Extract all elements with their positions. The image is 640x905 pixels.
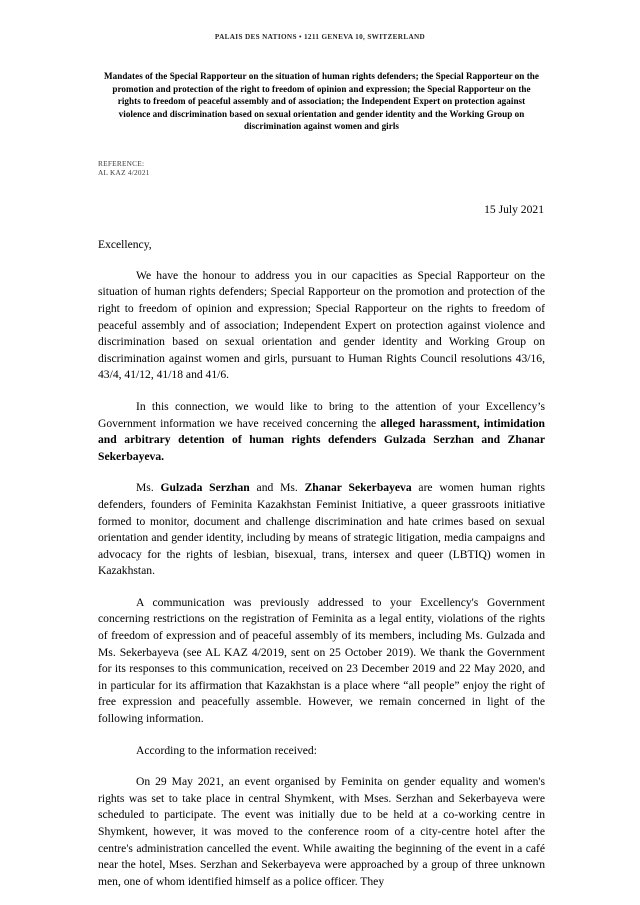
paragraph-previous-communication: A communication was previously addressed to your Excellency's Government concerning restrictions on the registration of Feminita as a legal entity, violations of the rights of freedom of expression and of peaceful assembly of its members, including Ms. Gulzada and Ms. Sekerbayeva (see AL KAZ 4/2019, sent on 25 October 2019). We thank the Government for its responses to this communication, received on 23 December 2019 and 22 May 2020, and in particular for its affirmation that Kazakhstan is a place where “all people” enjoy the right of free expression and peacefully assemble. However, we remain concerned in light of the following information. [98,595,545,726]
document-body [98,70,545,890]
allegation-subject-bold: alleged harassment, intimidation and arbitrary detention of human rights defenders Gulzada Serzhan and Zhanar Sekerbayeva. [98,416,545,463]
paragraph-allegation-intro [98,399,545,465]
paragraph-according-to-information: According to the information received: [136,743,317,757]
paragraph-event-account: On 29 May 2021, an event organised by Feminita on gender equality and women's rights was set to take place in central Shymkent, with Mses. Serzhan and Sekerbayeva were scheduled to participate. The event was initially due to be held at a co-working centre in Shymkent, however, it was moved to the conference room of a city-centre hotel after the centre's administration cancelled the event. While awaiting the beginning of the event in a café near the hotel, Mses. Serzhan and Sekerbayeva were approached by a group of three unknown men, one of whom identified himself as a police officer. They [98,775,545,888]
letterhead-address: PALAIS DES NATIONS • 1211 GENEVA 10, SWITZERLAND [214,33,426,41]
paragraph-defenders-profile [98,480,545,580]
reference-label: REFERENCE: [98,158,145,168]
reference-block [98,159,545,178]
defender-name-first: Gulzada Serzhan [160,481,250,495]
salutation: Excellency, [98,237,152,251]
profile-text-a: Ms. [136,481,161,495]
defender-name-second: Zhanar Sekerbayeva [304,481,412,495]
letter-date: 15 July 2021 [484,202,544,216]
allegation-intro-text: In this connection, we would like to bring to the attention of your Excellency’s Government information we have received concerning the [98,399,545,430]
profile-text-c: are women human rights defenders, founders of Feminita Kazakhstan Feminist Initiative, a queer grassroots initiative formed to monitor, document and challenge discrimination and hate crimes based on sexual orientation and gender identity, including by means of strategic litigation, media campaigns and advocacy for the rights of lesbian, bisexual, trans, intersex and queer (LBTIQ) women in Kazakhstan. [98,481,546,578]
profile-text-b: and Ms. [249,481,305,495]
mandate-title: Mandates of the Special Rapporteur on the situation of human rights defenders; the Special Rapporteur on the promotion and protection of the right to freedom of opinion and expression; the Special Rapporteur on the rights to freedom of peaceful assembly and of association; the Independent Expert on protection against violence and discrimination based on sexual orientation and gender identity and the Working Group on discrimination against women and girls [103,71,539,132]
paragraph-mandate-capacities: We have the honour to address you in our capacities as Special Rapporteur on the situation of human rights defenders; Special Rapporteur on the promotion and protection of the right to freedom of opinion and expression; Special Rapporteur on the rights to freedom of peaceful assembly and of association; Independent Expert on protection against violence and discrimination based on sexual orientation and gender identity and Working Group on discrimination against women and girls, pursuant to Human Rights Council resolutions 43/16, 43/4, 41/12, 41/18 and 41/6. [98,268,545,382]
reference-value: AL KAZ 4/2021 [98,168,150,178]
